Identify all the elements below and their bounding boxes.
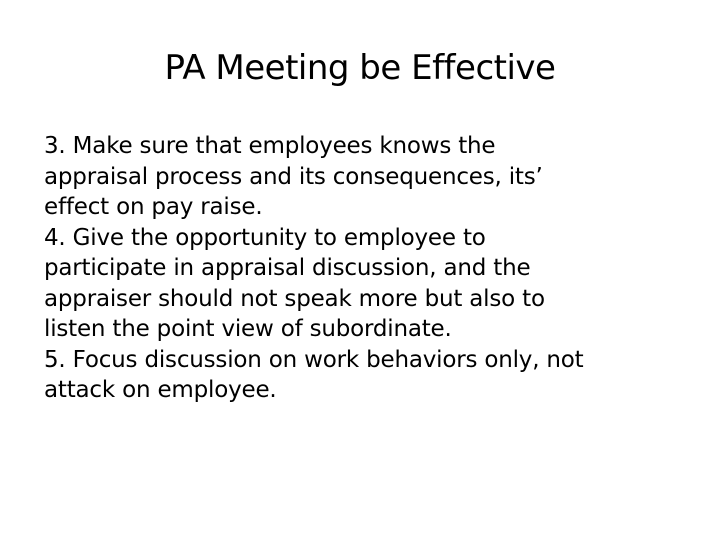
body-line: appraiser should not speak more but also to xyxy=(44,285,545,312)
body-line: 5. Focus discussion on work behaviors only, not xyxy=(44,346,584,373)
body-line: attack on employee. xyxy=(44,377,277,403)
body-line: 4. Give the opportunity to employee to xyxy=(44,224,486,251)
body-line: appraisal process and its consequences, its’ xyxy=(44,163,543,190)
body-line: 3. Make sure that employees knows the xyxy=(44,133,496,159)
slide-body xyxy=(44,131,704,406)
body-line: participate in appraisal discussion, and the xyxy=(44,255,531,281)
body-line: effect on pay raise. xyxy=(44,194,263,220)
slide-title: PA Meeting be Effective xyxy=(164,48,556,88)
body-line: listen the point view of subordinate. xyxy=(44,316,452,342)
